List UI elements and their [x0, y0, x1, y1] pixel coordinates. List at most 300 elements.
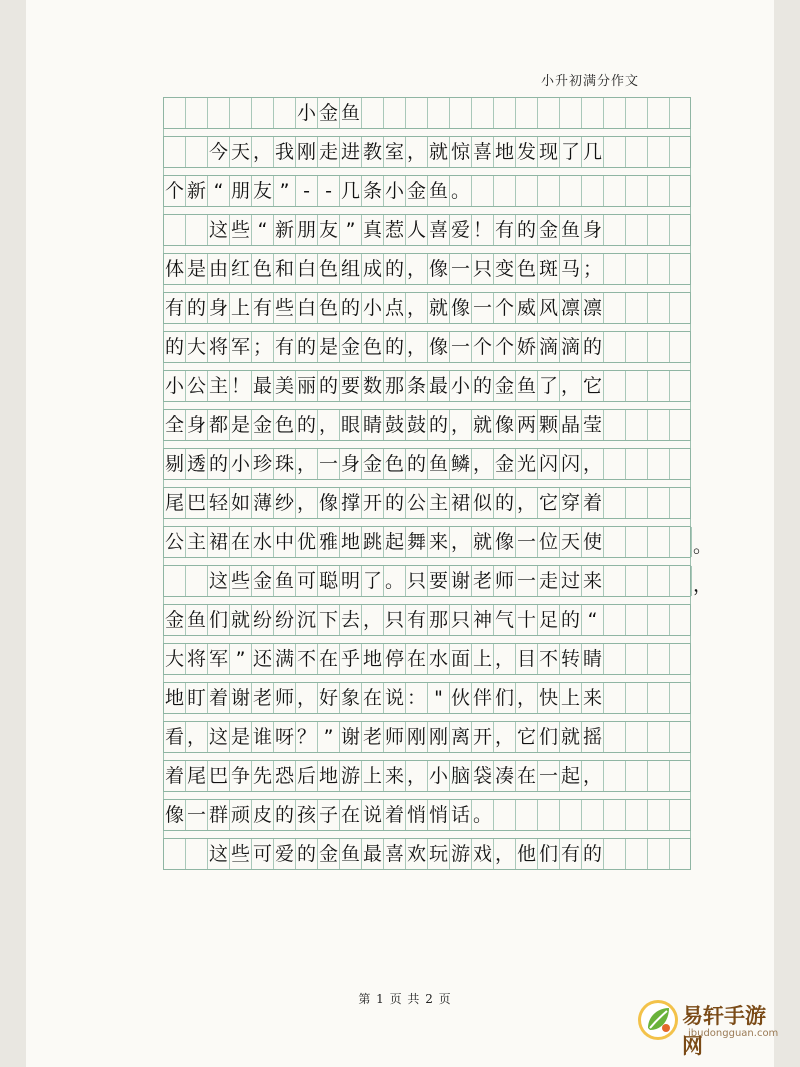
grid-cell: [626, 410, 648, 440]
grid-cell: 尾: [186, 761, 208, 791]
grid-cell: 起: [560, 761, 582, 791]
grid-row: [163, 799, 691, 831]
grid-cell: 军: [208, 644, 230, 674]
grid-cell: 身: [208, 293, 230, 323]
grid-cell: “: [252, 215, 274, 245]
grid-cell: 个: [494, 293, 516, 323]
grid-cell: 要: [428, 566, 450, 596]
grid-line-gap: [163, 402, 691, 409]
grid-cell: 的: [406, 449, 428, 479]
grid-cell: 爱: [450, 215, 472, 245]
grid-cell: 是: [230, 410, 252, 440]
grid-cell: 斑: [538, 254, 560, 284]
grid-cell: 快: [538, 683, 560, 713]
grid-cell: 风: [538, 293, 560, 323]
grid-cell: 小: [362, 293, 384, 323]
grid-line-gap: [163, 480, 691, 487]
grid-cell: 主: [428, 488, 450, 518]
grid-cell: 和: [274, 254, 296, 284]
grid-cell: 真: [362, 215, 384, 245]
grid-cell: ，: [252, 137, 274, 167]
grid-cell: 眼: [340, 410, 362, 440]
grid-cell: 走: [318, 137, 340, 167]
grid-cell: 剔: [164, 449, 186, 479]
grid-cell: [626, 254, 648, 284]
grid-cell: [670, 410, 692, 440]
grid-cell: 穿: [560, 488, 582, 518]
grid-cell: [274, 98, 296, 128]
grid-cell: 条: [406, 371, 428, 401]
grid-cell: 了: [560, 137, 582, 167]
grid-cell: 上: [362, 761, 384, 791]
grid-cell: ": [428, 683, 450, 713]
grid-cell: [648, 449, 670, 479]
grid-cell: 伴: [472, 683, 494, 713]
grid-cell: [626, 215, 648, 245]
grid-cell: 数: [362, 371, 384, 401]
grid-cell: 足: [538, 605, 560, 635]
grid-line-gap: [163, 597, 691, 604]
grid-cell: [648, 98, 670, 128]
grid-cell: 袋: [472, 761, 494, 791]
grid-cell: 面: [450, 644, 472, 674]
grid-cell: [648, 293, 670, 323]
grid-cell: 小: [450, 371, 472, 401]
grid-cell: 惹: [384, 215, 406, 245]
grid-cell: 凛: [582, 293, 604, 323]
grid-cell: 一: [318, 449, 340, 479]
grid-cell: 着: [582, 488, 604, 518]
grid-cell: 鱼: [186, 605, 208, 635]
grid-cell: ，: [362, 605, 384, 635]
grid-cell: 喜: [428, 215, 450, 245]
grid-cell: ，: [494, 839, 516, 869]
grid-row: [163, 253, 691, 285]
grid-cell: [670, 176, 692, 206]
grid-cell: 公: [406, 488, 428, 518]
grid-cell: 变: [494, 254, 516, 284]
grid-cell: 像: [494, 410, 516, 440]
grid-line-block: [163, 402, 691, 441]
grid-cell: 刚: [406, 722, 428, 752]
grid-cell: 将: [208, 332, 230, 362]
grid-cell: 起: [384, 527, 406, 557]
grid-cell: 一: [450, 332, 472, 362]
grid-cell: ，: [560, 371, 582, 401]
grid-cell: ，: [450, 527, 472, 557]
grid-cell: [626, 488, 648, 518]
grid-cell: 。: [472, 800, 494, 830]
grid-cell: 有: [494, 215, 516, 245]
grid-cell: 过: [560, 566, 582, 596]
grid-cell: ！: [472, 215, 494, 245]
grid-cell: ，: [516, 488, 538, 518]
grid-cell: 的: [208, 449, 230, 479]
grid-cell: 有: [164, 293, 186, 323]
grid-line-block: [163, 168, 691, 207]
grid-cell: ，: [582, 761, 604, 791]
grid-cell: [626, 137, 648, 167]
grid-cell: 中: [274, 527, 296, 557]
grid-cell: 老: [362, 722, 384, 752]
grid-cell: 喜: [384, 839, 406, 869]
grid-cell: 惊: [450, 137, 472, 167]
grid-cell: [450, 98, 472, 128]
grid-cell: 像: [318, 488, 340, 518]
grid-cell: [670, 488, 692, 518]
grid-cell: 游: [450, 839, 472, 869]
grid-cell: 珍: [252, 449, 274, 479]
grid-cell: 像: [428, 254, 450, 284]
grid-cell: ；: [582, 254, 604, 284]
grid-cell: [604, 488, 626, 518]
grid-line-gap: [163, 519, 691, 526]
grid-cell: [604, 215, 626, 245]
grid-cell: 新: [186, 176, 208, 206]
grid-cell: 友: [252, 176, 274, 206]
grid-line-gap: [163, 753, 691, 760]
grid-cell: ，: [494, 722, 516, 752]
grid-cell: [626, 98, 648, 128]
grid-cell: [362, 98, 384, 128]
grid-cell: 颗: [538, 410, 560, 440]
grid-cell: 上: [472, 644, 494, 674]
grid-cell: [626, 800, 648, 830]
grid-cell: 的: [582, 332, 604, 362]
grid-cell: 戏: [472, 839, 494, 869]
grid-cell: [670, 215, 692, 245]
grid-cell: 来: [582, 683, 604, 713]
grid-cell: [604, 293, 626, 323]
grid-cell: 个: [472, 332, 494, 362]
grid-cell: 喜: [472, 137, 494, 167]
grid-cell: 小: [384, 176, 406, 206]
grid-cell: 爱: [274, 839, 296, 869]
grid-cell: 就: [230, 605, 252, 635]
grid-cell: [604, 371, 626, 401]
grid-cell: 上: [230, 293, 252, 323]
grid-cell: 组: [340, 254, 362, 284]
grid-cell: 朋: [296, 215, 318, 245]
grid-line-gap: [163, 207, 691, 214]
grid-cell: 那: [428, 605, 450, 635]
grid-line-gap: [163, 324, 691, 331]
grid-cell: 恐: [274, 761, 296, 791]
grid-cell: 转: [560, 644, 582, 674]
grid-line-block: [163, 675, 691, 714]
grid-cell: 鱼: [340, 839, 362, 869]
grid-cell: 那: [384, 371, 406, 401]
grid-cell: 现: [538, 137, 560, 167]
grid-cell: [604, 761, 626, 791]
grid-cell: [494, 176, 516, 206]
grid-row: [163, 214, 691, 246]
grid-cell: “: [208, 176, 230, 206]
grid-cell: 的: [384, 332, 406, 362]
grid-cell: 就: [560, 722, 582, 752]
grid-cell: [670, 605, 692, 635]
grid-line-gap: [163, 129, 691, 136]
grid-cell: 似: [472, 488, 494, 518]
grid-cell: 些: [230, 839, 252, 869]
grid-cell: [648, 839, 670, 869]
grid-cell: 它: [582, 371, 604, 401]
grid-cell: [670, 800, 692, 830]
grid-cell: 金: [252, 566, 274, 596]
grid-cell: 不: [538, 644, 560, 674]
grid-cell: 谢: [450, 566, 472, 596]
grid-cell: 鼓: [384, 410, 406, 440]
grid-cell: 使: [582, 527, 604, 557]
grid-cell: 地: [362, 644, 384, 674]
grid-cell: 一: [186, 800, 208, 830]
grid-line-block: [163, 363, 691, 402]
essay-grid: [163, 97, 713, 870]
grid-cell: 就: [428, 293, 450, 323]
grid-cell: [626, 605, 648, 635]
grid-cell: 水: [252, 527, 274, 557]
grid-cell: 说: [362, 800, 384, 830]
grid-cell: [648, 371, 670, 401]
page-number: 第 1 页 共 2 页: [358, 992, 452, 1006]
overflow-punctuation: ，: [693, 574, 713, 596]
grid-cell: [648, 527, 670, 557]
grid-row: [163, 292, 691, 324]
grid-cell: 下: [318, 605, 340, 635]
grid-cell: 马: [560, 254, 582, 284]
grid-cell: 滴: [560, 332, 582, 362]
grid-cell: 金: [494, 371, 516, 401]
grid-cell: [626, 449, 648, 479]
grid-cell: 要: [340, 371, 362, 401]
grid-cell: 撑: [340, 488, 362, 518]
grid-cell: 威: [516, 293, 538, 323]
grid-cell: 全: [164, 410, 186, 440]
grid-cell: 小: [230, 449, 252, 479]
grid-cell: 就: [472, 410, 494, 440]
grid-cell: 娇: [516, 332, 538, 362]
grid-cell: 的: [582, 839, 604, 869]
grid-cell: 白: [296, 293, 318, 323]
grid-cell: 争: [230, 761, 252, 791]
grid-cell: 有: [274, 332, 296, 362]
grid-cell: 跳: [362, 527, 384, 557]
grid-cell: 神: [472, 605, 494, 635]
grid-cell: [626, 839, 648, 869]
grid-cell: [626, 332, 648, 362]
grid-cell: 乎: [340, 644, 362, 674]
grid-line-gap: [163, 441, 691, 448]
grid-cell: 说: [384, 683, 406, 713]
grid-cell: [384, 98, 406, 128]
grid-cell: 尾: [164, 488, 186, 518]
grid-cell: 巴: [208, 761, 230, 791]
grid-cell: [472, 176, 494, 206]
grid-cell: [186, 137, 208, 167]
grid-cell: -: [318, 176, 340, 206]
grid-cell: 人: [406, 215, 428, 245]
grid-cell: 可: [296, 566, 318, 596]
grid-cell: 色: [318, 254, 340, 284]
grid-cell: 金: [164, 605, 186, 635]
watermark-url: ibudongguan.com: [688, 1028, 779, 1039]
grid-cell: [604, 566, 626, 596]
essay-title-row: [163, 97, 691, 129]
grid-cell: 着: [164, 761, 186, 791]
grid-cell: [164, 98, 186, 128]
grid-cell: 金: [340, 332, 362, 362]
grid-row: [163, 448, 691, 480]
grid-cell: 纷: [252, 605, 274, 635]
grid-cell: [626, 176, 648, 206]
grid-line-gap: [163, 246, 691, 253]
grid-line-gap: [163, 285, 691, 292]
grid-line-block: [163, 480, 691, 519]
grid-cell: [428, 98, 450, 128]
grid-cell: 就: [472, 527, 494, 557]
grid-cell: 象: [340, 683, 362, 713]
grid-cell: [648, 254, 670, 284]
grid-cell: ”: [230, 644, 252, 674]
grid-cell: 色: [318, 293, 340, 323]
grid-row: [163, 526, 713, 558]
grid-cell: [604, 722, 626, 752]
grid-cell: ，: [494, 644, 516, 674]
grid-line-gap: [163, 363, 691, 370]
grid-cell: [186, 215, 208, 245]
grid-cell: [670, 449, 692, 479]
grid-line-block: [163, 324, 691, 363]
grid-cell: 裙: [450, 488, 472, 518]
grid-cell: 这: [208, 839, 230, 869]
grid-cell: 友: [318, 215, 340, 245]
grid-row: [163, 838, 691, 870]
grid-cell: 的: [318, 371, 340, 401]
grid-cell: [582, 98, 604, 128]
grid-cell: [560, 800, 582, 830]
grid-cell: [604, 449, 626, 479]
grid-cell: [604, 644, 626, 674]
grid-cell: 鼓: [406, 410, 428, 440]
grid-cell: 了: [538, 371, 560, 401]
grid-cell: 闪: [538, 449, 560, 479]
grid-cell: 有: [560, 839, 582, 869]
grid-cell: 摇: [582, 722, 604, 752]
grid-line-block: [163, 792, 691, 831]
grid-cell: 可: [252, 839, 274, 869]
grid-cell: 凑: [494, 761, 516, 791]
grid-cell: 几: [582, 137, 604, 167]
grid-line-block: [163, 207, 691, 246]
grid-cell: 轻: [208, 488, 230, 518]
paper-page: [26, 0, 774, 1067]
grid-cell: 我: [274, 137, 296, 167]
grid-cell: 丽: [296, 371, 318, 401]
grid-cell: ，: [582, 449, 604, 479]
grid-cell: [604, 683, 626, 713]
grid-cell: 是: [230, 722, 252, 752]
grid-cell: 的: [340, 293, 362, 323]
grid-cell: 美: [274, 371, 296, 401]
grid-cell: 一: [516, 566, 538, 596]
grid-cell: 金: [406, 176, 428, 206]
grid-cell: 色: [274, 410, 296, 440]
grid-cell: 条: [362, 176, 384, 206]
grid-cell: 一: [450, 254, 472, 284]
grid-cell: [626, 683, 648, 713]
grid-cell: 呀: [274, 722, 296, 752]
grid-cell: 小: [164, 371, 186, 401]
grid-cell: 成: [362, 254, 384, 284]
watermark-name: 易轩手游网: [682, 1004, 766, 1058]
grid-cell: [560, 176, 582, 206]
grid-cell: 一: [472, 293, 494, 323]
grid-cell: [582, 800, 604, 830]
grid-cell: 位: [538, 527, 560, 557]
grid-cell: [670, 683, 692, 713]
overflow-punctuation: 。: [693, 535, 713, 557]
grid-cell: 由: [208, 254, 230, 284]
grid-cell: 的: [472, 371, 494, 401]
grid-cell: [604, 176, 626, 206]
grid-cell: [538, 176, 560, 206]
grid-cell: ，: [450, 410, 472, 440]
grid-cell: [670, 98, 692, 128]
grid-cell: 身: [186, 410, 208, 440]
grid-cell: 如: [230, 488, 252, 518]
grid-cell: [626, 722, 648, 752]
grid-line-block: [163, 441, 691, 480]
grid-cell: 色: [362, 332, 384, 362]
grid-cell: ，: [406, 254, 428, 284]
grid-cell: [164, 137, 186, 167]
grid-cell: 在: [230, 527, 252, 557]
grid-cell: 公: [186, 371, 208, 401]
grid-cell: [670, 293, 692, 323]
grid-cell: 老: [472, 566, 494, 596]
grid-cell: 师: [274, 683, 296, 713]
grid-cell: 像: [494, 527, 516, 557]
grid-cell: ，: [318, 410, 340, 440]
grid-cell: -: [296, 176, 318, 206]
grid-cell: 的: [384, 254, 406, 284]
grid-cell: 孩: [296, 800, 318, 830]
grid-line-gap: [163, 558, 691, 565]
grid-cell: 师: [384, 722, 406, 752]
grid-cell: 裙: [208, 527, 230, 557]
grid-cell: [516, 176, 538, 206]
grid-cell: 开: [362, 488, 384, 518]
grid-cell: 鱼: [516, 371, 538, 401]
grid-cell: 体: [164, 254, 186, 284]
grid-cell: ，: [406, 761, 428, 791]
grid-cell: 这: [208, 566, 230, 596]
grid-cell: 鱼: [428, 449, 450, 479]
grid-cell: 将: [186, 644, 208, 674]
grid-cell: 珠: [274, 449, 296, 479]
grid-cell: 来: [582, 566, 604, 596]
grid-cell: [604, 332, 626, 362]
grid-cell: ；: [252, 332, 274, 362]
grid-cell: 光: [516, 449, 538, 479]
grid-cell: 主: [208, 371, 230, 401]
grid-cell: 大: [164, 644, 186, 674]
grid-cell: 玩: [428, 839, 450, 869]
grid-cell: 色: [384, 449, 406, 479]
grid-cell: [648, 332, 670, 362]
grid-cell: 皮: [252, 800, 274, 830]
grid-cell: 优: [296, 527, 318, 557]
